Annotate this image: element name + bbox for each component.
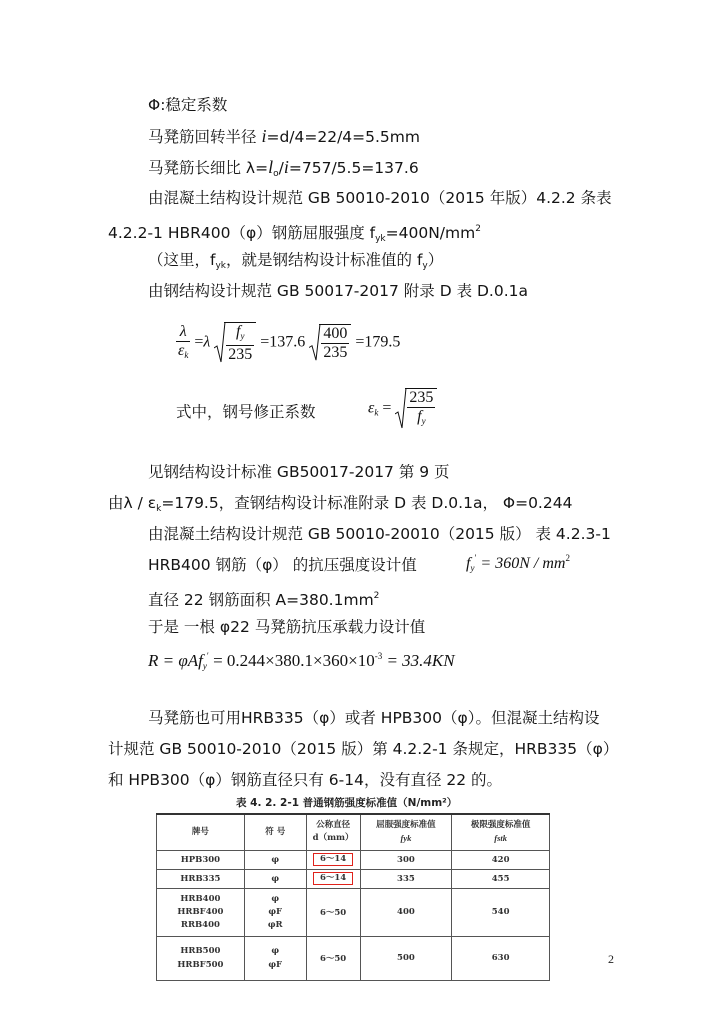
line-code-reference-2: 由混凝土结构设计规范 GB 50010-20010（2015 版） 表 4.2.3-1 [148,525,611,543]
paragraph-line-2: 计规范 GB 50010-2010（2015 版）第 4.2.2-1 条规定，HRB335（φ） [108,740,619,758]
line-rebar-area: 直径 22 钢筋面积 $A=380.1mm^2$ [148,591,380,609]
paragraph-line-3: 和 HPB300（φ）钢筋直径只有 6-14，没有直径 22 的。 [108,771,503,789]
paragraph-line-1: 马凳筋也可用HRB335（φ）或者 HPB300（φ）。但混凝土结构设 [148,709,600,727]
formula-design-strength: $f_y' = 360N / mm^2$ [466,553,570,573]
formula-correction-factor: $\varepsilon_k$ = $\frac{235}{f_y}$ [368,388,437,430]
line-radius-of-gyration: 马凳筋回转半径 i=d/4=22/4=5.5mm [148,126,420,146]
header-diameter: 公称直径 d（mm） [306,814,360,850]
line-yield-strength: 4.2.2-1 HBR400（φ）钢筋屈服强度 $f_{yk}=400N/mm^2$ [108,224,481,244]
line-code-reference-1: 由混凝土结构设计规范 GB 50010-2010（2015 年版）4.2.2 条表 [148,189,612,207]
line-lookup-phi: 由$\lambda / \varepsilon_k=179.5$，查钢结构设计标准附录 D 表 D.0.1a， Φ=0.244 [108,494,573,514]
header-yield: 屈服强度标准值 fyk [360,814,452,850]
page-number: 2 [608,952,614,966]
highlight-box: 6～14 [313,872,353,885]
table-title: 表 4. 2. 2-1 普通钢筋强度标准值（N/mm²） [236,797,458,809]
line-compressive-strength: HRB400 钢筋（φ） 的抗压强度设计值 [148,556,417,574]
line-capacity-label: 于是 一根 φ22 马凳筋抗压承载力设计值 [148,618,426,636]
sqrt-400-over-235: $\frac{400}{235}$ [309,324,351,362]
line-correction-factor-label: 式中，钢号修正系数 [176,403,316,421]
header-ultimate: 极限强度标准值 fstk [452,814,550,850]
table-header-row [157,814,550,850]
sqrt-235-over-fy: $\frac{235}{f_y}$ [395,388,437,430]
line-stability-coefficient: Φ:稳定系数 [148,96,228,114]
line-slenderness: 马凳筋长细比 $\lambda=l_o/i=757/5.5=137.6$ [148,157,419,179]
header-grade: 牌号 [157,814,245,850]
table-row: HRB400 HRBF400 RRB400 φ φF φR 6～50 400 540 [157,888,550,936]
table-row: HPB300 φ 6～14 300 420 [157,850,550,869]
table-row: HRB335 φ 6～14 335 455 [157,869,550,888]
formula-capacity: $R = \varphi Af_y' = 0.244\times 380.1\times 360\times 10^{-3} = 33.4KN$ [148,651,455,671]
line-note-fy: （这里，$f_{yk}$，就是钢结构设计标准值的 $f_y$） [148,251,444,271]
fraction-lambda-eps: $\frac{\lambda}{\varepsilon_k}$ [178,322,189,360]
header-symbol: 符 号 [244,814,306,850]
table-row: HRB500 HRBF500 φ φF 6～50 500 630 [157,936,550,980]
formula-normalized-slenderness: $\frac{\lambda}{\varepsilon_k}$ =λ $\frac{f_y}{235}$ =137.6 $\frac{400}{235}$ =179.5 [178,322,401,363]
line-steel-code-ref: 由钢结构设计规范 GB 50017-2017 附录 D 表 D.0.1a [148,282,529,300]
sqrt-fy-over-235: $\frac{f_y}{235}$ [214,322,256,364]
line-steel-standard-page: 见钢结构设计标准 GB50017-2017 第 9 页 [148,463,450,481]
rebar-strength-table [156,813,550,981]
highlight-box: 6～14 [313,853,353,866]
